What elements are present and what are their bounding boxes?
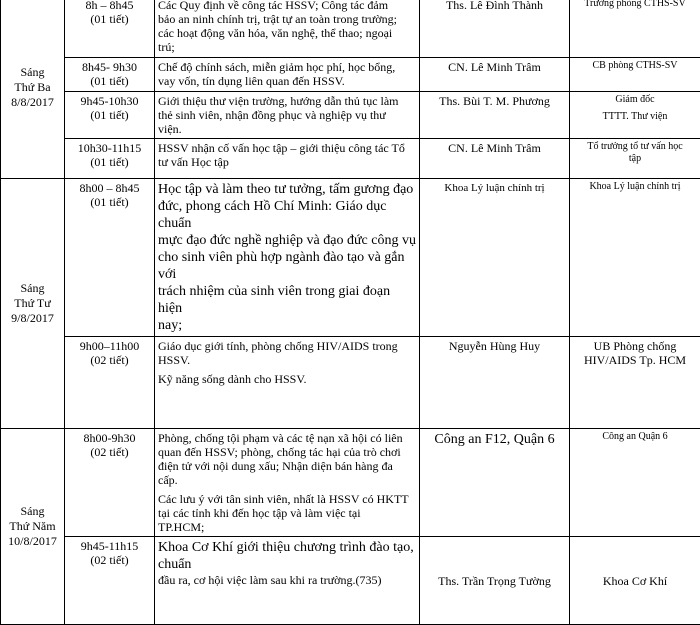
table-row	[1, 337, 700, 429]
content-line: Phòng, chống tội phạm và các tệ nạn xã hội có liên	[158, 431, 416, 445]
day-weekday: Thứ Năm	[4, 519, 61, 534]
time-cell	[65, 337, 155, 429]
content-line: quan đến HSSV; phòng, chống tác hại của trò chơi	[158, 445, 416, 459]
day-weekday: Thứ Ba	[4, 80, 61, 95]
content-cell	[155, 337, 420, 429]
time-range: 9h00–11h00	[68, 339, 151, 353]
content-line: Các lưu ý với tân sinh viên, nhất là HSSV có HKTT	[158, 492, 416, 506]
duration: (01 tiết)	[68, 74, 151, 88]
unit-line: Khoa Lý luận chính trị	[573, 181, 697, 193]
speaker-cell: Ths. Bùi T. M. Phương	[420, 92, 570, 139]
content-line: Chế độ chính sách, miễn giảm học phí, học bổng,	[158, 60, 416, 74]
content-line: Các Quy định về công tác HSSV; Công tác đảm	[158, 0, 416, 12]
time-cell	[65, 0, 155, 58]
content-line: trách nhiệm của sinh viên trong giai đoạn hiện	[158, 283, 416, 317]
unit-line: TTTT. Thư viện	[573, 111, 697, 123]
content-line: Giáo dục giới tính, phòng chống HIV/AIDS trong	[158, 339, 416, 353]
speaker-cell: Nguyễn Hùng Huy	[420, 337, 570, 429]
content-line: bảo an ninh chính trị, trật tự an toàn trong trường;	[158, 12, 416, 26]
duration: (01 tiết)	[68, 195, 151, 209]
time-cell	[65, 537, 155, 625]
table-row	[1, 58, 700, 92]
content-line: thẻ sinh viên, nhận đồng phục và nghiệp vụ thư	[158, 108, 416, 122]
unit-line: UB Phòng chống	[573, 339, 697, 353]
content-line: điện tử với nội dung xấu; Nhận diện bán hàng đa	[158, 459, 416, 473]
day-cell	[1, 179, 65, 429]
content-line: HSSV.	[158, 353, 416, 367]
content-line: các hoạt động văn hóa, văn nghệ, thể thao; ngoại	[158, 26, 416, 40]
day-cell	[1, 0, 65, 179]
unit-cell	[570, 537, 700, 625]
time-range: 10h30-11h15	[68, 141, 151, 155]
content-line: Giới thiệu thư viện trường, hướng dẫn thủ tục làm	[158, 94, 416, 108]
day-period: Sáng	[4, 65, 61, 80]
unit-line: Giám đốc	[573, 94, 697, 106]
content-cell	[155, 179, 420, 337]
content-line: tại các tỉnh khi đến học tập và làm việc tại	[158, 506, 416, 520]
speaker-cell: Ths. Lê Đình Thành	[420, 0, 570, 58]
table-row	[1, 0, 700, 58]
unit-cell	[570, 179, 700, 337]
unit-line: Tổ trưởng tổ tư vấn học	[573, 141, 697, 153]
day-date: 8/8/2017	[4, 95, 61, 110]
content-line: đầu ra, cơ hội việc làm sau khi ra trường.(735)	[158, 573, 416, 587]
content-line: trú;	[158, 40, 416, 54]
content-line: viện.	[158, 122, 416, 136]
content-line: mực đạo đức nghề nghiệp và đạo đức công vụ	[158, 232, 416, 249]
unit-cell	[570, 139, 700, 179]
time-range: 9h45-10h30	[68, 94, 151, 108]
table-row	[1, 179, 700, 337]
time-range: 8h – 8h45	[68, 0, 151, 12]
time-range: 8h00-9h30	[68, 431, 151, 445]
time-cell	[65, 58, 155, 92]
content-line: Kỹ năng sống dành cho HSSV.	[158, 372, 416, 386]
unit-line: Khoa Cơ Khí	[573, 574, 697, 588]
time-cell	[65, 179, 155, 337]
unit-line: Trưởng phòng CTHS-SV	[573, 0, 697, 10]
unit-cell	[570, 92, 700, 139]
speaker-cell: Khoa Lý luận chính trị	[420, 179, 570, 337]
day-weekday: Thứ Tư	[4, 296, 61, 311]
content-line: TP.HCM;	[158, 520, 416, 534]
time-range: 8h00 – 8h45	[68, 181, 151, 195]
speaker-cell: Công an F12, Quận 6	[420, 429, 570, 537]
day-date: 9/8/2017	[4, 311, 61, 326]
unit-line: tập	[573, 153, 697, 165]
speaker-cell: Ths. Trần Trọng Tường	[420, 537, 570, 625]
day-cell	[1, 429, 65, 625]
duration: (02 tiết)	[68, 553, 151, 567]
content-line: Học tập và làm theo tư tưởng, tấm gương đạo	[158, 181, 416, 198]
content-cell	[155, 139, 420, 179]
content-cell	[155, 58, 420, 92]
table-row	[1, 537, 700, 625]
unit-cell	[570, 337, 700, 429]
content-cell	[155, 429, 420, 537]
time-cell	[65, 429, 155, 537]
unit-line: HIV/AIDS Tp. HCM	[573, 353, 697, 367]
table-row	[1, 139, 700, 179]
unit-cell	[570, 429, 700, 537]
content-line: nay;	[158, 317, 416, 334]
content-line: Khoa Cơ Khí giới thiệu chương trình đào tạo, chuẩn	[158, 539, 416, 573]
content-line: tư vấn Học tập	[158, 155, 416, 169]
unit-cell	[570, 0, 700, 58]
content-cell	[155, 0, 420, 58]
day-period: Sáng	[4, 281, 61, 296]
speaker-cell: CN. Lê Minh Trâm	[420, 139, 570, 179]
unit-cell	[570, 58, 700, 92]
duration: (01 tiết)	[68, 155, 151, 169]
time-cell	[65, 92, 155, 139]
table-row	[1, 92, 700, 139]
time-range: 9h45-11h15	[68, 539, 151, 553]
duration: (02 tiết)	[68, 445, 151, 459]
content-line: cho sinh viên phù hợp ngành đào tạo và gắn với	[158, 249, 416, 283]
duration: (01 tiết)	[68, 12, 151, 26]
duration: (02 tiết)	[68, 353, 151, 367]
content-line: cấp.	[158, 473, 416, 487]
content-line: HSSV nhận cố vấn học tập – giới thiệu công tác Tổ	[158, 141, 416, 155]
unit-line: Công an Quận 6	[573, 431, 697, 443]
content-cell	[155, 537, 420, 625]
speaker-cell: CN. Lê Minh Trâm	[420, 58, 570, 92]
content-line: đức, phong cách Hồ Chí Minh: Giáo dục chuẩn	[158, 198, 416, 232]
unit-line: CB phòng CTHS-SV	[573, 60, 697, 72]
time-range: 8h45- 9h30	[68, 60, 151, 74]
content-cell	[155, 92, 420, 139]
time-cell	[65, 139, 155, 179]
day-period: Sáng	[4, 504, 61, 519]
content-line: vay vốn, tín dụng liên quan đến HSSV.	[158, 74, 416, 88]
table-row	[1, 429, 700, 537]
duration: (01 tiết)	[68, 108, 151, 122]
day-date: 10/8/2017	[4, 534, 61, 549]
